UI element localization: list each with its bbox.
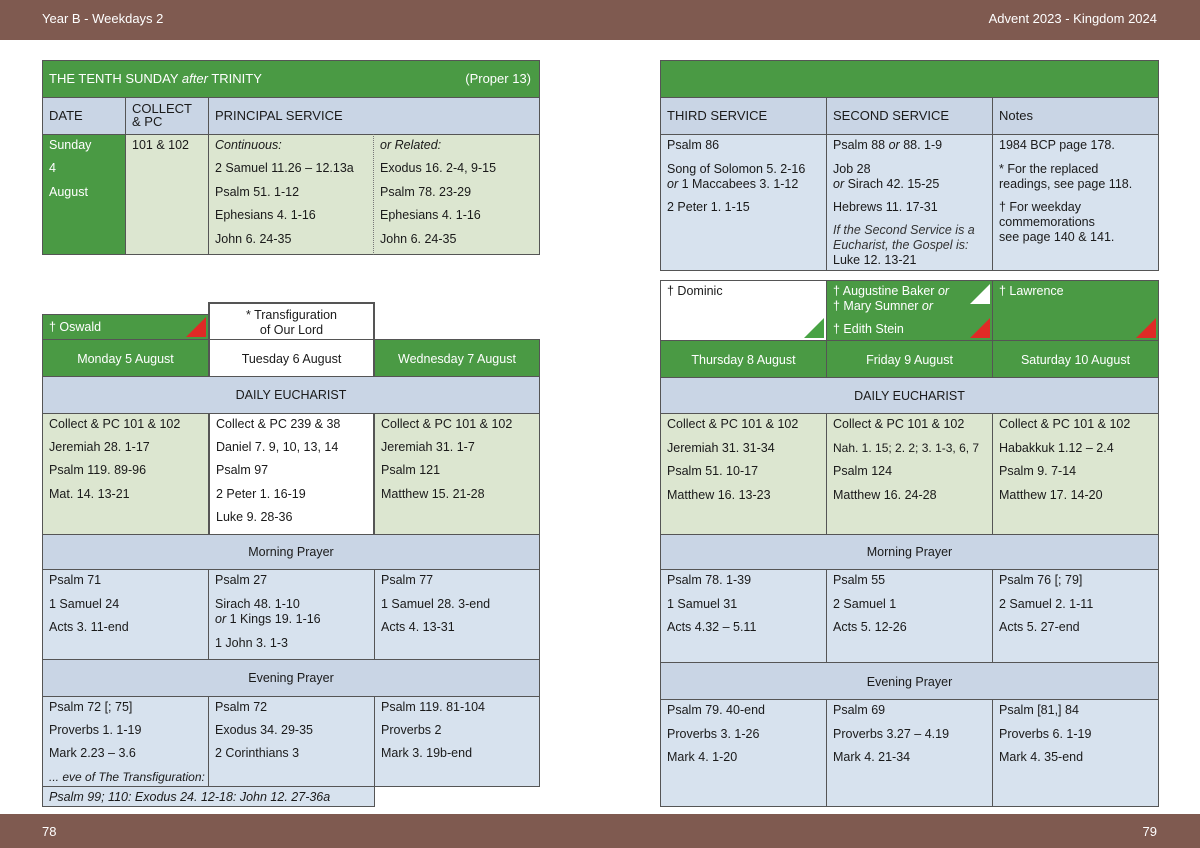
reading: Psalm 55 — [833, 573, 886, 587]
reading: John 6. 24-35 — [380, 232, 457, 246]
reading: or 1 Maccabees 3. 1-12 — [667, 177, 799, 191]
eucharist-thursday — [660, 413, 827, 535]
reading: John 6. 24-35 — [215, 232, 292, 246]
related-cell — [373, 134, 540, 255]
reading: Psalm 119. 89-96 — [49, 463, 147, 477]
eve-label: ... eve of The Transfiguration: — [49, 770, 205, 784]
evening-saturday — [992, 699, 1159, 807]
reading: Psalm 121 — [381, 463, 441, 477]
reading: Psalm 97 — [216, 463, 269, 477]
reading: Mark 3. 19b-end — [381, 746, 473, 760]
section-daily-eucharist: DAILY EUCHARIST — [42, 376, 540, 414]
reading: 2 Peter 1. 16-19 — [216, 487, 306, 501]
reading: Jeremiah 28. 1-17 — [49, 440, 150, 454]
green-header-band — [660, 60, 1159, 98]
morning-saturday — [992, 569, 1159, 663]
reading: Matthew 15. 21-28 — [381, 487, 485, 501]
gospel-reading: Luke 12. 13-21 — [833, 253, 917, 267]
sunday-date-cell — [42, 134, 126, 255]
reading: Psalm [81,] 84 — [999, 703, 1079, 717]
section-morning-prayer: Morning Prayer — [660, 534, 1159, 570]
reading: Jeremiah 31. 31-34 — [667, 441, 775, 455]
reading: Jeremiah 31. 1-7 — [381, 440, 475, 454]
col-header-second: SECOND SERVICE — [826, 97, 993, 135]
commemoration-label: * Transfiguration — [245, 308, 338, 322]
eucharist-note: If the Second Service is a — [833, 223, 975, 237]
third-service-cell — [660, 134, 827, 271]
reading: Matthew 17. 14-20 — [999, 488, 1103, 502]
reading: Mark 4. 1-20 — [667, 750, 738, 764]
eucharist-saturday — [992, 413, 1159, 535]
col-header-principal: PRINCIPAL SERVICE — [208, 97, 540, 135]
section-daily-eucharist: DAILY EUCHARIST — [660, 377, 1159, 414]
day-header-tuesday: Tuesday 6 August — [208, 339, 375, 377]
reading: Acts 5. 27-end — [999, 620, 1080, 634]
commemoration-label: † Mary Sumner or — [833, 299, 934, 313]
reading: or 1 Kings 19. 1-16 — [215, 612, 321, 626]
reading: 2 Samuel 11.26 – 12.13a — [215, 161, 354, 175]
commemoration-label: † Lawrence — [999, 284, 1064, 298]
reading: Mat. 14. 13-21 — [49, 487, 130, 501]
reading: Psalm 78. 1-39 — [667, 573, 752, 587]
reading: Psalm 27 — [215, 573, 268, 587]
reading: Luke 9. 28-36 — [216, 510, 293, 524]
commemoration-label: of Our Lord — [259, 323, 324, 337]
eucharist-wednesday — [374, 413, 540, 535]
red-marker-icon — [970, 318, 990, 338]
reading: 2 Peter 1. 1-15 — [667, 200, 750, 214]
col-header-collect: COLLECT & PC — [125, 97, 209, 135]
reading: Psalm 77 — [381, 573, 434, 587]
commemoration-label: † Dominic — [667, 284, 723, 298]
evening-tuesday — [208, 696, 375, 787]
reading: Ephesians 4. 1-16 — [215, 208, 316, 222]
section-evening-prayer: Evening Prayer — [42, 659, 540, 697]
reading: Proverbs 3. 1-26 — [667, 727, 760, 741]
date-line: Sunday — [49, 138, 92, 152]
commemoration-label: † Augustine Baker or — [833, 284, 950, 298]
reading: Proverbs 3.27 – 4.19 — [833, 727, 950, 741]
commemoration-thursday — [660, 280, 827, 341]
page-number-left: 78 — [42, 824, 57, 839]
page-header-bar — [0, 0, 1200, 40]
reading: 2 Samuel 1 — [833, 597, 897, 611]
reading: Habakkuk 1.12 – 2.4 — [999, 441, 1114, 455]
morning-tuesday — [208, 569, 375, 660]
sunday-title: THE TENTH SUNDAY after TRINITY — [49, 71, 262, 86]
notes-cell — [992, 134, 1159, 271]
reading: Sirach 48. 1-10 — [215, 597, 300, 611]
commemoration-saturday — [992, 280, 1159, 341]
reading: Psalm 124 — [833, 464, 893, 478]
morning-thursday — [660, 569, 827, 663]
green-marker-icon — [804, 318, 824, 338]
eve-readings: Psalm 99; 110: Exodus 24. 12-18: John 12. 27-36a — [42, 786, 375, 807]
reading: 2 Corinthians 3 — [215, 746, 300, 760]
sunday-title-row — [42, 60, 540, 98]
reading: Proverbs 6. 1-19 — [999, 727, 1092, 741]
reading: or Sirach 42. 15-25 — [833, 177, 940, 191]
reading: Nah. 1. 15; 2. 2; 3. 1-3, 6, 7 — [833, 441, 980, 455]
commemoration-friday — [826, 280, 993, 341]
reading: Collect & PC 101 & 102 — [999, 417, 1131, 431]
reading: Matthew 16. 24-28 — [833, 488, 937, 502]
reading: Psalm 9. 7-14 — [999, 464, 1077, 478]
reading: Psalm 79. 40-end — [667, 703, 765, 717]
note-line: † For weekday — [999, 200, 1081, 214]
reading: Collect & PC 101 & 102 — [381, 417, 513, 431]
commemoration-tuesday — [208, 302, 375, 340]
reading: Mark 2.23 – 3.6 — [49, 746, 136, 760]
col-header-notes: Notes — [992, 97, 1159, 135]
proper-label: (Proper 13) — [465, 71, 531, 86]
reading: Psalm 86 — [667, 138, 720, 152]
evening-friday — [826, 699, 993, 807]
commemoration-monday — [42, 314, 209, 340]
day-header-wednesday: Wednesday 7 August — [374, 339, 540, 377]
section-evening-prayer: Evening Prayer — [660, 662, 1159, 700]
col-header-third: THIRD SERVICE — [660, 97, 827, 135]
sunday-collect-cell — [125, 134, 209, 255]
reading: Exodus 16. 2-4, 9-15 — [380, 161, 497, 175]
reading: 2 Samuel 2. 1-11 — [999, 597, 1094, 611]
reading: Proverbs 2 — [381, 723, 442, 737]
section-morning-prayer: Morning Prayer — [42, 534, 540, 570]
reading: Psalm 119. 81-104 — [381, 700, 485, 714]
morning-monday — [42, 569, 209, 660]
reading: Psalm 72 [; 75] — [49, 700, 133, 714]
reading: Acts 5. 12-26 — [833, 620, 907, 634]
red-marker-icon — [1136, 318, 1156, 338]
reading: Collect & PC 101 & 102 — [49, 417, 181, 431]
date-line: 4 — [49, 161, 56, 175]
continuous-cell — [208, 134, 374, 255]
day-header-saturday: Saturday 10 August — [992, 340, 1159, 378]
reading: Psalm 78. 23-29 — [380, 185, 472, 199]
reading: Exodus 34. 29-35 — [215, 723, 313, 737]
note-line: readings, see page 118. — [999, 177, 1133, 191]
reading: Acts 3. 11-end — [49, 620, 129, 634]
reading: Collect & PC 101 & 102 — [667, 417, 799, 431]
reading: Proverbs 1. 1-19 — [49, 723, 142, 737]
reading: Psalm 76 [; 79] — [999, 573, 1083, 587]
reading: Matthew 16. 13-23 — [667, 488, 771, 502]
reading: Psalm 51. 10-17 — [667, 464, 759, 478]
col-header-date: DATE — [42, 97, 126, 135]
continuous-label: Continuous: — [215, 138, 282, 152]
day-header-monday: Monday 5 August — [42, 339, 209, 377]
morning-friday — [826, 569, 993, 663]
reading: Psalm 72 — [215, 700, 268, 714]
collect-number: 101 & 102 — [132, 138, 189, 152]
date-line: August — [49, 185, 88, 199]
reading: 1 John 3. 1-3 — [215, 636, 288, 650]
reading: 1 Samuel 31 — [667, 597, 738, 611]
reading: Collect & PC 239 & 38 — [216, 417, 341, 431]
reading: Job 28 — [833, 162, 871, 176]
reading: Acts 4.32 – 5.11 — [667, 620, 757, 634]
reading: Psalm 88 or 88. 1-9 — [833, 138, 943, 152]
day-header-thursday: Thursday 8 August — [660, 340, 827, 378]
reading: Psalm 69 — [833, 703, 886, 717]
red-marker-icon — [186, 317, 206, 337]
day-header-friday: Friday 9 August — [826, 340, 993, 378]
reading: Ephesians 4. 1-16 — [380, 208, 481, 222]
eucharist-note: Eucharist, the Gospel is: — [833, 238, 969, 252]
reading: Mark 4. 35-end — [999, 750, 1084, 764]
page-number-right: 79 — [1142, 824, 1157, 839]
reading: Hebrews 11. 17-31 — [833, 200, 938, 214]
reading: Psalm 51. 1-12 — [215, 185, 300, 199]
reading: 1 Samuel 24 — [49, 597, 120, 611]
header-right-text: Advent 2023 - Kingdom 2024 — [988, 11, 1157, 26]
reading: Mark 4. 21-34 — [833, 750, 911, 764]
header-left-text: Year B - Weekdays 2 — [42, 11, 164, 26]
note-line: see page 140 & 141. — [999, 230, 1115, 244]
evening-thursday — [660, 699, 827, 807]
reading: Psalm 71 — [49, 573, 102, 587]
reading: 1 Samuel 28. 3-end — [381, 597, 491, 611]
reading: Collect & PC 101 & 102 — [833, 417, 965, 431]
related-label: or Related: — [380, 138, 442, 152]
morning-wednesday — [374, 569, 540, 660]
evening-wednesday — [374, 696, 540, 787]
eucharist-tuesday — [208, 413, 375, 535]
eucharist-monday — [42, 413, 209, 535]
note-line: * For the replaced — [999, 162, 1099, 176]
note-line: 1984 BCP page 178. — [999, 138, 1115, 152]
commemoration-label: † Edith Stein — [833, 322, 904, 336]
note-line: commemorations — [999, 215, 1095, 229]
eucharist-friday — [826, 413, 993, 535]
commemoration-label: † Oswald — [49, 320, 102, 334]
reading: Daniel 7. 9, 10, 13, 14 — [216, 440, 339, 454]
white-marker-icon — [970, 284, 990, 304]
second-service-cell — [826, 134, 993, 271]
page-footer-bar — [0, 814, 1200, 848]
reading: Acts 4. 13-31 — [381, 620, 455, 634]
reading: Song of Solomon 5. 2-16 — [667, 162, 806, 176]
evening-monday — [42, 696, 209, 787]
